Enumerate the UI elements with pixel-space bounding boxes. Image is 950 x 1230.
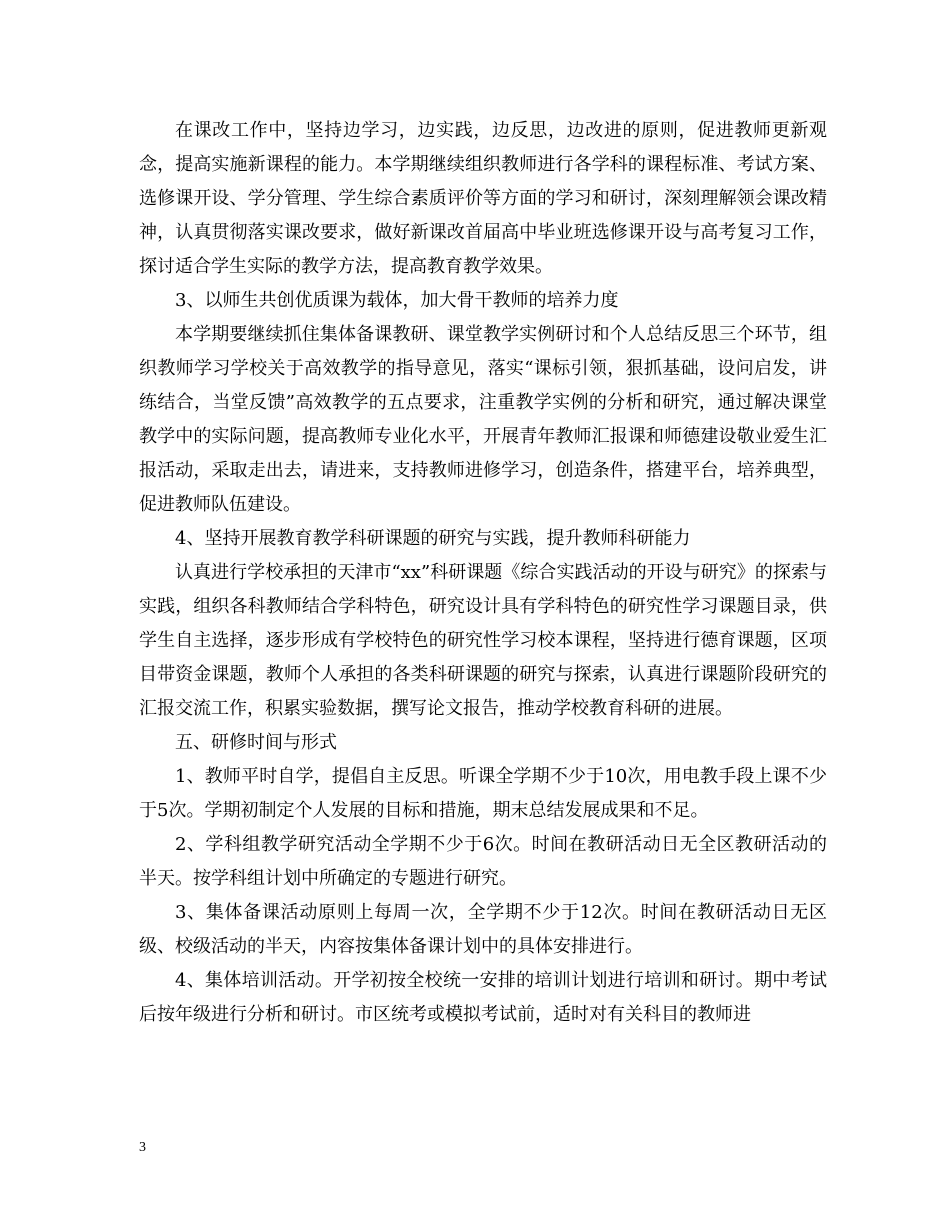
document-body — [139, 114, 827, 1032]
paragraph-curriculum-reform: 在课改工作中，坚持边学习，边实践，边反思，边改进的原则，促进教师更新观念，提高实施新课程的能力。本学期继续组织教师进行各学科的课程标准、考试方案、选修课开设、学分管理、学生综合素质评价等方面的学习和研讨，深刻理解领会课改精神，认真贯彻落实课改要求，做好新课改首届高中毕业班选修课开设与高考复习工作，探讨适合学生实际的教学方法，提高教育教学效果。 — [139, 120, 827, 277]
heading-research-projects: 4、坚持开展教育教学科研课题的研究与实践，提升教师科研能力 — [175, 528, 691, 549]
paragraph-subject-group: 2、学科组教学研究活动全学期不少于6次。时间在教研活动日无全区教研活动的半天。按学科组计划中所确定的专题进行研究。 — [139, 834, 827, 889]
page-number: 3 — [139, 1140, 146, 1155]
paragraph-research-projects: 认真进行学校承担的天津市“xx”科研课题《综合实践活动的开设与研究》的探索与实践，组织各科教师结合学科特色，研究设计具有学科特色的研究性学习课题目录，供学生自主选择，逐步形成有学校特色的研究性学习校本课程，坚持进行德育课题，区项目带资金课题，教师个人承担的各类科研课题的研究与探索，认真进行课题阶段研究的汇报交流工作，积累实验数据，撰写论文报告，推动学校教育科研的进展。 — [139, 562, 827, 719]
paragraph-self-study: 1、教师平时自学，提倡自主反思。听课全学期不少于10次，用电教手段上课不少于5次。学期初制定个人发展的目标和措施，期末总结发展成果和不足。 — [139, 766, 827, 821]
heading-quality-lessons: 3、以师生共创优质课为载体，加大骨干教师的培养力度 — [175, 290, 619, 311]
paragraph-collective-training: 4、集体培训活动。开学初按全校统一安排的培训计划进行培训和研讨。期中考试后按年级进行分析和研讨。市区统考或模拟考试前，适时对有关科目的教师进 — [139, 970, 827, 1025]
heading-study-time-form: 五、研修时间与形式 — [175, 732, 337, 753]
paragraph-teacher-training: 本学期要继续抓住集体备课教研、课堂教学实例研讨和个人总结反思三个环节，组织教师学习学校关于高效教学的指导意见，落实“课标引领，狠抓基础，设问启发，讲练结合，当堂反馈”高效教学的五点要求，注重教学实例的分析和研究，通过解决课堂教学中的实际问题，提高教师专业化水平，开展青年教师汇报课和师德建设敬业爱生汇报活动，采取走出去，请进来，支持教师进修学习，创造条件，搭建平台，培养典型，促进教师队伍建设。 — [139, 324, 827, 515]
paragraph-collective-lesson-prep: 3、集体备课活动原则上每周一次，全学期不少于12次。时间在教研活动日无区级、校级活动的半天，内容按集体备课计划中的具体安排进行。 — [139, 902, 827, 957]
